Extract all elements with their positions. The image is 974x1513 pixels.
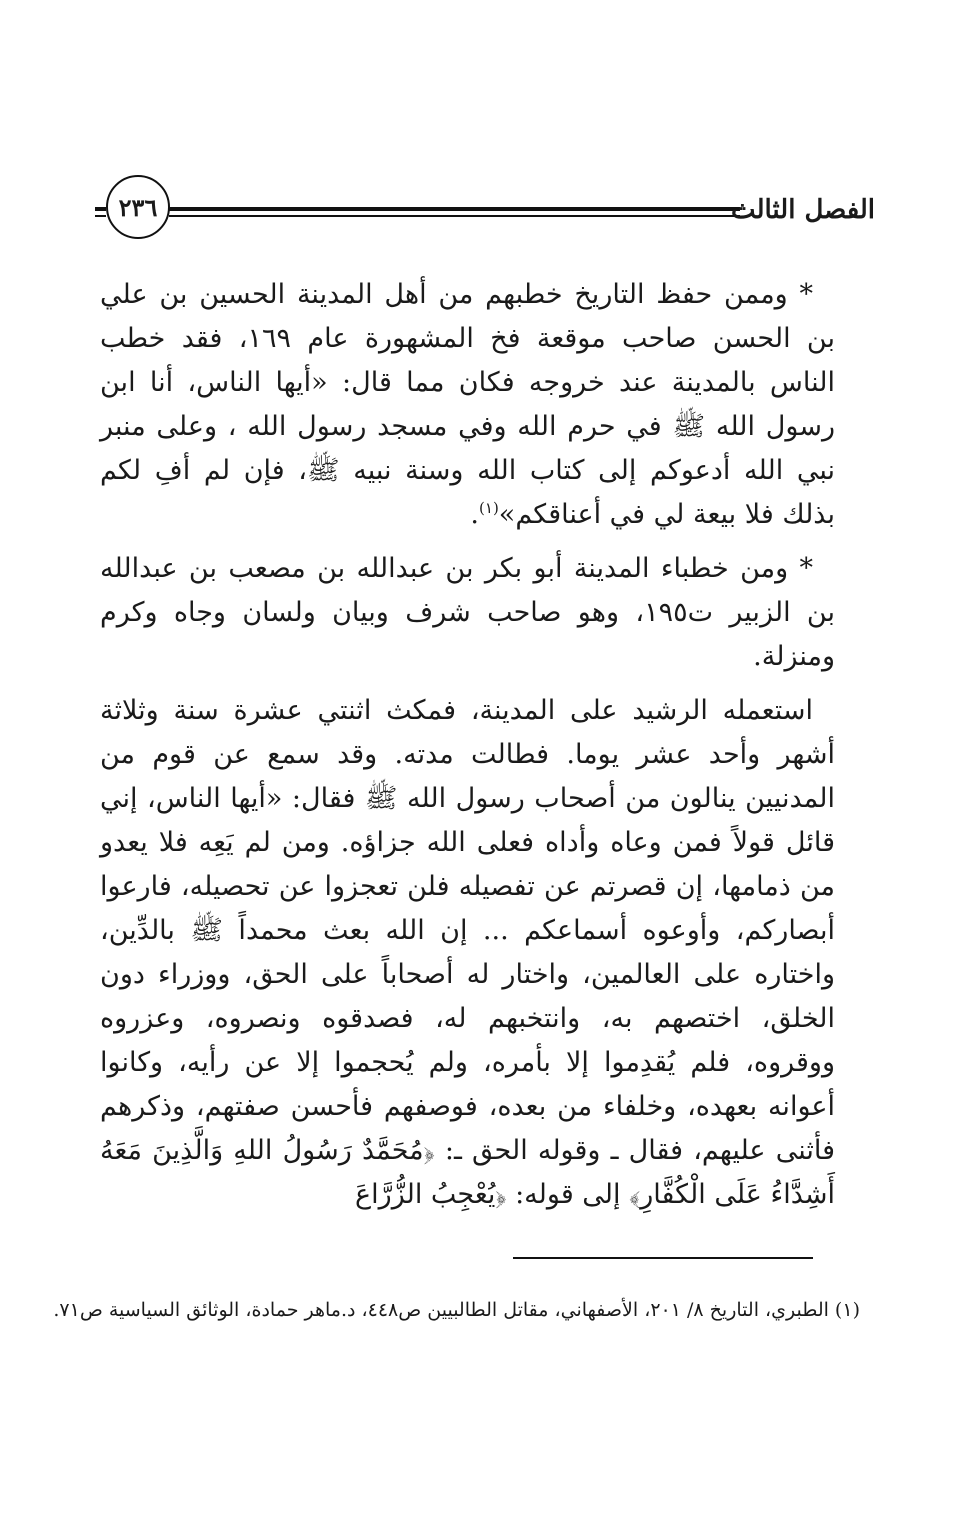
chapter-title: الفصل الثالث bbox=[731, 195, 875, 225]
paragraph bbox=[100, 273, 835, 537]
header-rule-stub bbox=[95, 207, 106, 211]
header-rule-stub-thin bbox=[95, 215, 106, 217]
body-text bbox=[100, 273, 835, 1217]
footnote-separator bbox=[513, 1257, 813, 1259]
footnote: (١) الطبري، التاريخ ٨/ ٢٠١، الأصفهاني، مقاتل الطالبيين ص٤٤٨، د.ماهر حمادة، الوثائق السياسية ص٧١. bbox=[53, 1299, 860, 1321]
footnote-reference: (١) bbox=[479, 499, 499, 517]
paragraph-text: * وممن حفظ التاريخ خطبهم من أهل المدينة الحسين بن علي بن الحسن صاحب موقعة فخ المشهورة عام ١٦٩، فقد خطب الناس بالمدينة عند خروجه فكان مما قال: «أيها الناس، أنا ابن رسول الله ﷺ في حرم الله وفي مسجد رسول الله ، وعلى منبر نبي الله أدعوكم إلى كتاب الله وسنة نبيه ﷺ، فإن لم أفِ لكم بذلك فلا بيعة لي في أعناقكم» bbox=[100, 279, 835, 530]
paragraph: * ومن خطباء المدينة أبو بكر بن عبدالله بن مصعب بن عبدالله بن الزبير ت١٩٥، وهو صاحب شرف وبيان ولسان وجاه وكرم ومنزلة. bbox=[100, 553, 835, 672]
page-number-badge bbox=[106, 175, 170, 239]
paragraph: استعمله الرشيد على المدينة، فمكث اثنتي عشرة سنة وثلاثة أشهر وأحد عشر يوما. فطالت مدته. وقد سمع عن قوم من المدنيين ينالون من أصحاب رسول الله ﷺ فقال: «أيها الناس، إني قائل قولاً فمن وعاه وأداه فعلى الله جزاؤه. ومن لم يَعِه فلا يعدو من ذمامها، إن قصرتم عن تفصيله فلن تعجزوا عن تحصيله، فارعوا أبصاركم، وأوعوه أسماعكم ... إن الله بعث محمداً ﷺ بالدِّين، واختاره على العالمين، واختار له أصحاباً على الحق، ووزراء دون الخلق، اختصهم به، وانتخبهم له، فصدقوه ونصروه، وعزروه ووقروه، فلم يُقدِموا إلا بأمره، ولم يُحجموا إلا عن رأيه، وكانوا أعوانه بعهده، وخلفاء من بعده، فوصفهم فأحسن صفتهم، وذكرهم فأثنى عليهم، فقال ـ وقوله الحق ـ: ﴿مُحَمَّدٌ رَسُولُ اللهِ وَالَّذِينَ مَعَهُ أَشِدَّاءُ عَلَى الْكُفَّارِ﴾ إلى قوله: ﴿يُعْجِبُ الزُّرَّاعَ bbox=[100, 695, 835, 1210]
page-number: ٢٣٦ bbox=[118, 192, 158, 222]
paragraph-tail: . bbox=[470, 499, 480, 530]
header-rule-thin bbox=[169, 215, 740, 217]
header-rule bbox=[169, 207, 740, 211]
page-header bbox=[95, 185, 875, 255]
